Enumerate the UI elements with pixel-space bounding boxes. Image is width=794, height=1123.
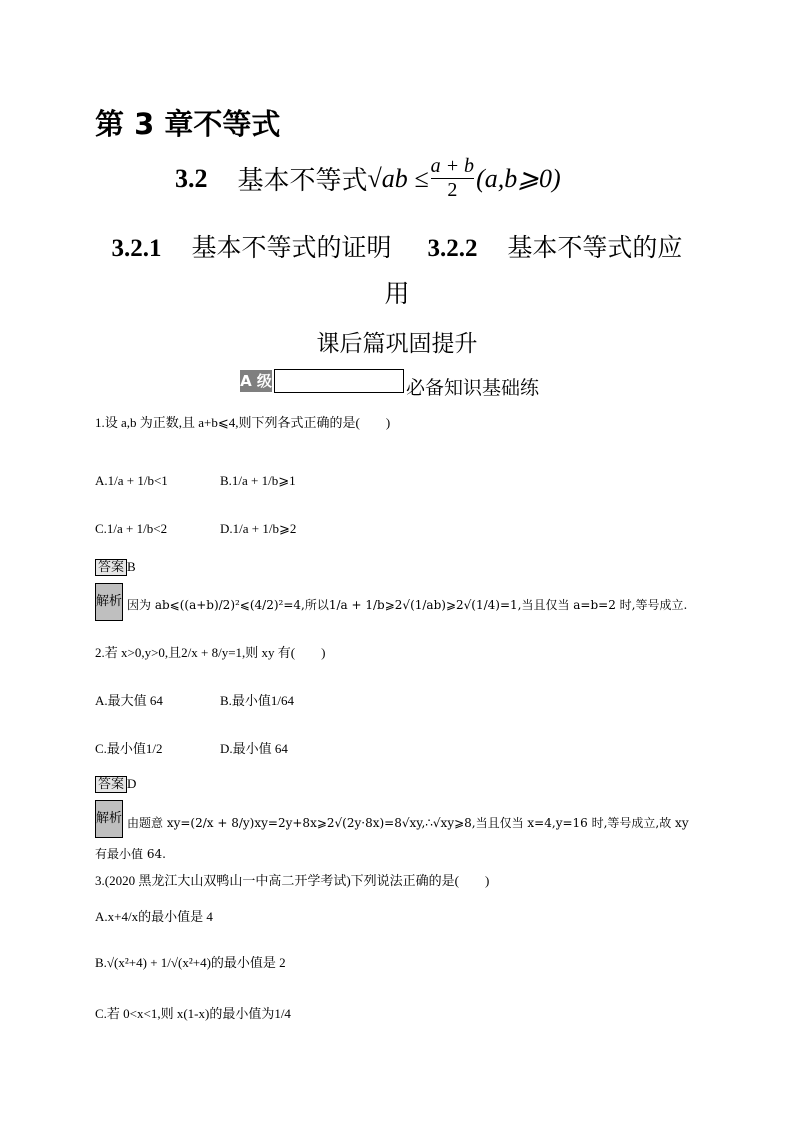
question-1-explanation: 因为 ab⩽((a+b)/2)²⩽(4/2)²=4,所以1/a + 1/b⩾2√(1/ab)⩾2√(1/4)=1,当且仅当 a=b=2 时,等号成立. (127, 598, 688, 612)
section-formula-left: √ab ≤ (367, 163, 429, 193)
level-tag: A 级 (240, 372, 272, 390)
explanation-tag: 解析 (95, 583, 123, 621)
question-1-option-d: D.1/a + 1/b⩾2 (220, 521, 297, 536)
section-formula-fraction (431, 155, 475, 202)
answer-tag: 答案 (95, 776, 127, 793)
question-1-option-c: C.1/a + 1/b<2 (95, 521, 168, 536)
question-2-answer (95, 773, 136, 792)
level-label: 必备知识基础练 (406, 377, 540, 399)
fraction-numerator: a + b (430, 155, 475, 177)
chapter-title: 第 3 章不等式 (95, 107, 281, 141)
section-number: 3.2 (175, 163, 208, 193)
subsection-number-2: 3.2.2 (427, 235, 478, 262)
question-2-explanation-line-1: 由题意 xy=(2/x + 8/y)xy=2y+8x⩾2√(2y·8x)=8√xy,∴√xy⩾8,当且仅当 x=4,y=16 时,等号成立,故 xy (127, 816, 689, 830)
question-1-option-b: B.1/a + 1/b⩾1 (220, 473, 296, 488)
question-3-option-a: A.x+4/x的最小值是 4 (95, 909, 213, 924)
question-2-option-b: B.最小值1/64 (220, 693, 295, 708)
answer-value: D (127, 776, 137, 791)
question-3-option-b: B.√(x²+4) + 1/√(x²+4)的最小值是 2 (95, 955, 286, 970)
question-1-answer (95, 556, 136, 575)
subsection-number-1: 3.2.1 (111, 235, 162, 262)
question-3-stem: 3.(2020 黑龙江大山双鸭山一中高二开学考试)下列说法正确的是( ) (95, 873, 490, 888)
subsection-line-2: 用 (384, 279, 410, 308)
question-2-option-c: C.最小值1/2 (95, 741, 163, 756)
question-2-stem: 2.若 x>0,y>0,且2/x + 8/y=1,则 xy 有( ) (95, 645, 326, 660)
question-1-option-a: A.1/a + 1/b<1 (95, 473, 168, 488)
answer-value: B (127, 559, 136, 574)
subsection-title-2: 基本不等式的应 (507, 233, 683, 262)
question-2-option-d: D.最小值 64 (220, 741, 288, 756)
section-heading (175, 155, 561, 202)
level-box (274, 369, 404, 393)
section-formula-right: (a,b⩾0) (476, 163, 561, 193)
fraction-denominator: 2 (447, 179, 458, 201)
practice-title: 课后篇巩固提升 (316, 331, 478, 357)
subsection-line-1 (0, 228, 794, 264)
explanation-tag: 解析 (95, 800, 123, 838)
answer-tag: 答案 (95, 559, 127, 576)
question-2-explanation-line-2: 有最小值 64. (95, 847, 166, 861)
question-2-option-a: A.最大值 64 (95, 693, 163, 708)
subsection-title-1: 基本不等式的证明 (191, 233, 392, 262)
question-3-option-c: C.若 0<x<1,则 x(1-x)的最小值为1/4 (95, 1006, 291, 1021)
section-title: 基本不等式 (237, 166, 368, 196)
question-1-stem: 1.设 a,b 为正数,且 a+b⩽4,则下列各式正确的是( ) (95, 415, 391, 430)
